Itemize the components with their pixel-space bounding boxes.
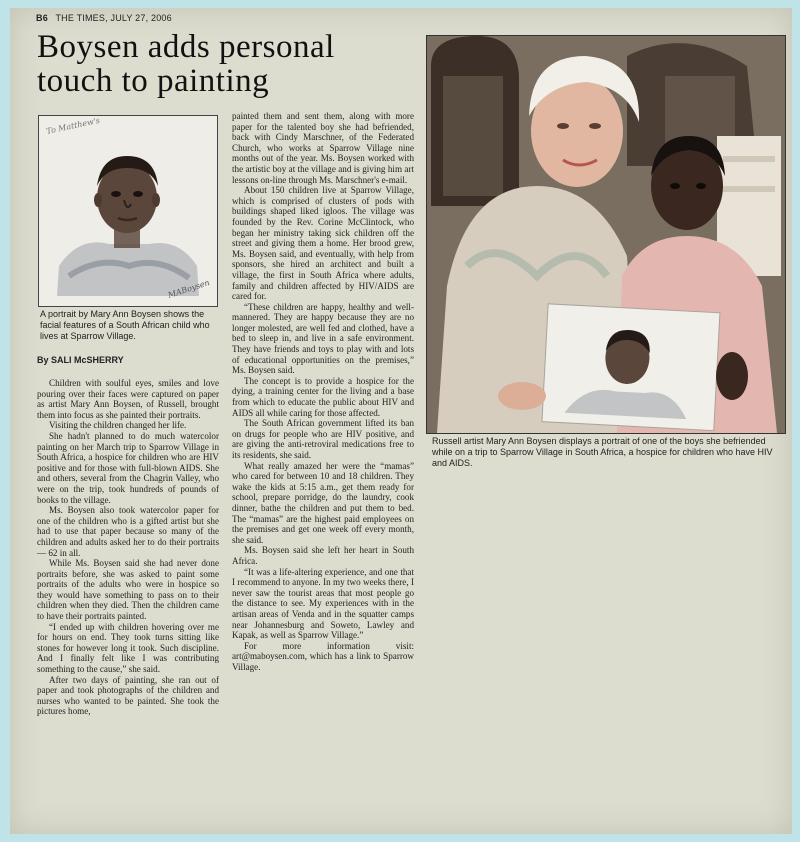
photo-caption: Russell artist Mary Ann Boysen displays a portrait of one of the boys she befriended while on a trip to Sparrow Village in South Africa, a hospice for children who have HIV and AIDS. bbox=[432, 436, 773, 468]
paragraph: After two days of painting, she ran out of paper and took photographs of the children and nurses who wanted to be painted. She took the pictures home, bbox=[37, 674, 219, 717]
paragraph: The South African government lifted its ban on drugs for people who are HIV positive, and are giving the anti-retroviral medications free to its residents, she said. bbox=[232, 418, 414, 460]
paragraph: painted them and sent them, along with more paper for the talented boy she had befriended, back with Cindy Marschner, of the Federated Church, who works at Sparrow Village nine months out of the year. Ms. Boysen worked with the artistic boy at the village and is giving him art lessons on-line through Ms. Marschner's e-mail. bbox=[232, 111, 414, 185]
paragraph: “These children are happy, healthy and well-mannered. They are happy because they are no longer molested, are well fed and clothed, have a bed to sleep in, and live in a safe environment. They have friends and toys to play with and lots of educational opportunities on the premises,” Ms. Boysen said. bbox=[232, 301, 414, 376]
portrait-caption: A portrait by Mary Ann Boysen shows the facial features of a South African child who lives at Sparrow Village. bbox=[40, 309, 210, 341]
portrait-painting bbox=[39, 116, 217, 306]
paragraph: “It was a life-altering experience, and one that I recommend to anyone. In my two weeks there, I never saw the tourist areas that most people go the distance to see. My experiences with in the artisan areas of Venda and in the squatter camps near Johannesburg and Soweto, Lawley and Kapak, as well as Sparrow Village.” bbox=[232, 566, 414, 641]
headline: Boysen adds personal touch to painting bbox=[37, 29, 335, 99]
paragraph: “I ended up with children hovering over me for hours on end. They took turns sitting like stones for however long it took. Such discipline. And I finally felt like I was contributing something to the cause,” she said. bbox=[37, 621, 219, 675]
page-number: B6 bbox=[36, 13, 48, 23]
article-column-2 bbox=[232, 111, 414, 672]
byline: By SALI McSHERRY bbox=[37, 355, 124, 365]
svg-text:MABoysen: MABoysen bbox=[166, 277, 211, 300]
watercolor-portrait bbox=[38, 115, 218, 307]
paragraph: Ms. Boysen also took watercolor paper for one of the children who is a gifted artist but she had to use that paper because so many of the children and adults asked her to do their portraits — 62 in all. bbox=[37, 505, 219, 558]
paragraph: She hadn't planned to do much watercolor painting on her March trip to Sparrow Village in South Africa, a hospice for children who are HIV positive and for those with full-blown AIDS. She and others, several from the Chagrin Valley, who were on the trip, took hundreds of pounds of books to the village. bbox=[37, 430, 219, 505]
photo-scene bbox=[427, 36, 785, 433]
paragraph: The concept is to provide a hospice for the dying, a training center for the living and a base from which to educate the public about HIV and AIDS all while caring for those affected. bbox=[232, 375, 414, 418]
paragraph: While Ms. Boysen said she had never done portraits before, she was asked to paint some portraits of the adults who were in hospice so they would have something to pass on to their children when they died. Then the children came to have their portraits painted. bbox=[37, 558, 219, 622]
paragraph: For more information visit: art@maboysen.com, which has a link to Sparrow Village. bbox=[232, 640, 414, 672]
page-header bbox=[36, 13, 172, 23]
paragraph: Visiting the children changed her life. bbox=[49, 420, 187, 431]
article-column-1 bbox=[37, 378, 219, 717]
photograph bbox=[426, 35, 786, 434]
paragraph: Ms. Boysen said she left her heart in South Africa. bbox=[232, 545, 414, 566]
svg-text:To Matthew's: To Matthew's bbox=[45, 116, 101, 136]
paper-date: THE TIMES, JULY 27, 2006 bbox=[55, 13, 172, 23]
paragraph: Children with soulful eyes, smiles and love pouring over their faces were captured on paper as artist Mary Ann Boysen, of Russell, brought them into focus as she painted their portraits. bbox=[37, 378, 219, 420]
paragraph: About 150 children live at Sparrow Village, which is comprised of clusters of pods with buildings shaped liked igloos. The village was founded by the Rev. Corine McClintock, who began her ministry taking sick children off the street and giving them a home. Her brood grew, Ms. Boysen said, and eventually, with help from sponsors, she hired an architect and built a village, the first in South Africa where adults, family and children affected by HIV/AIDS are cared for. bbox=[232, 185, 414, 302]
paragraph: What really amazed her were the “mamas” who cared for between 10 and 18 children. They wake the kids at 5:15 a.m., get them ready for school, prepare porridge, do the laundry, cook dinner, bathe the children and put them to bed. The “mamas” are the highest paid employees on the premises and get one week off every month, she said. bbox=[232, 460, 414, 545]
